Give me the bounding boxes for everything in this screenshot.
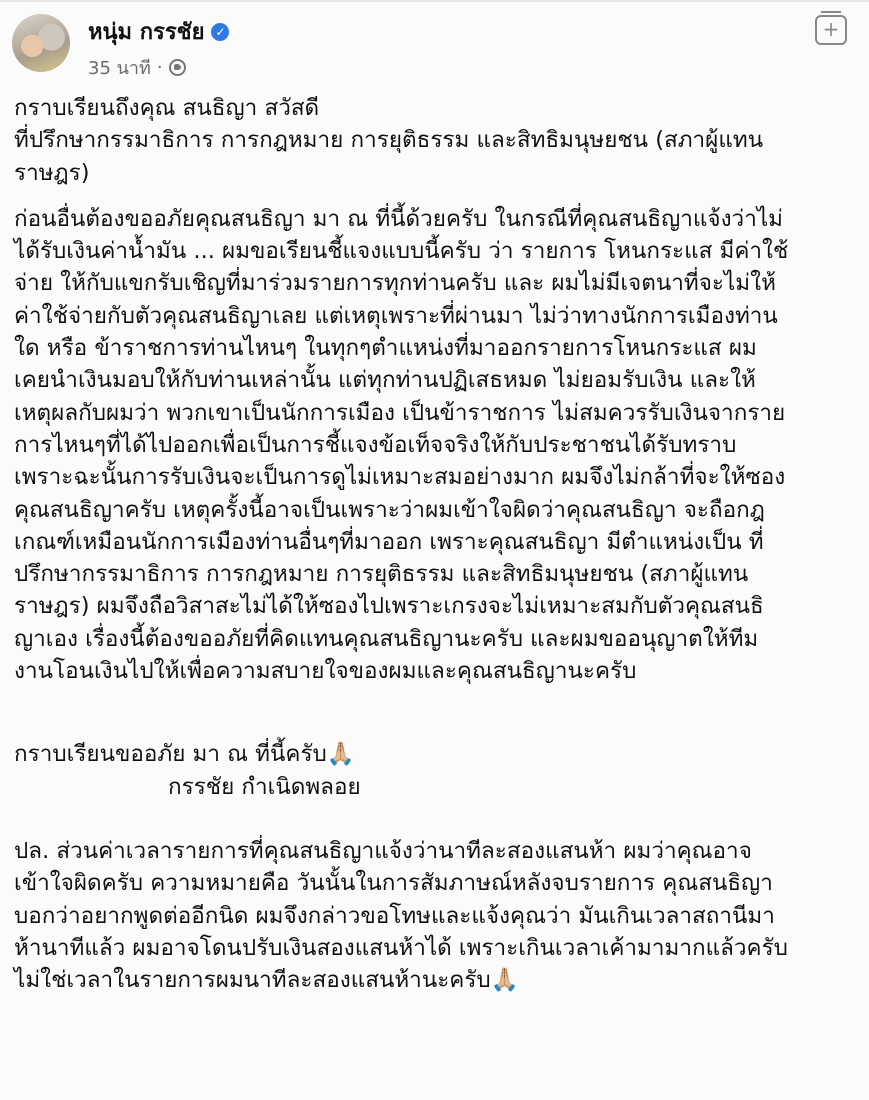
post-text-line: ปรึกษากรรมาธิการ การกฎหมาย การยุติธรรม และสิทธิมนุษยชน (สภาผู้แทน — [14, 561, 749, 588]
save-post-button[interactable] — [815, 15, 847, 45]
top-divider — [0, 0, 869, 2]
post-text-line: ราษฎร) ผมจึงถือวิสาสะไม่ได้ให้ซองไปเพราะเกรงจะไม่เหมาะสมกับตัวคุณสนธิ — [14, 593, 764, 620]
post-time[interactable]: 35 นาที — [88, 58, 151, 79]
post-text-line: ค่าใช้จ่ายกับตัวคุณสนธิญาเลย แต่เหตุเพราะที่ผ่านมา ไม่ว่าทางนักการเมืองท่าน — [14, 302, 778, 329]
avatar[interactable] — [12, 14, 70, 72]
post-text-line: คุณสนธิญาครับ เหตุครั้งนี้อาจเป็นเพราะว่าผมเข้าใจผิดว่าคุณสนธิญา จะถือกฎ — [14, 496, 765, 523]
post-text — [14, 92, 788, 996]
post-paragraph — [14, 835, 788, 996]
post-text-line: กรรชัย กำเนิดพลอย — [168, 773, 361, 800]
post-paragraph — [14, 92, 788, 189]
post-text-line: ราษฎร) — [14, 159, 90, 186]
post-text-line: เข้าใจผิดครับ ความหมายคือ วันนั้นในการสัมภาษณ์หลังจบรายการ คุณสนธิญา — [14, 870, 773, 897]
post-text-line: ไม่ใช่เวลาในรายการผมนาทีละสองแสนห้านะครับ🙏🏼 — [14, 967, 519, 994]
post-text-line: ก่อนอื่นต้องขออภัยคุณสนธิญา มา ณ ที่นี้ด้วยครับ ในกรณีที่คุณสนธิญาแจ้งว่าไม่ — [14, 205, 783, 232]
post-paragraph — [14, 203, 788, 687]
post-text-line: ที่ปรึกษากรรมาธิการ การกฎหมาย การยุติธรรม และสิทธิมนุษยชน (สภาผู้แทน — [14, 127, 764, 154]
post-text-line: เพราะฉะนั้นการรับเงินจะเป็นการดูไม่เหมาะสมอย่างมาก ผมจึงไม่กล้าที่จะให้ซอง — [14, 464, 786, 491]
post-text-line: กราบเรียนขออภัย มา ณ ที่นี้ครับ🙏🏼 — [14, 741, 355, 768]
post-paragraph — [14, 771, 788, 803]
post-meta — [88, 53, 186, 82]
plus-box-icon: + — [822, 17, 840, 41]
post-text-line: ได้รับเงินค่าน้ำมัน ... ผมขอเรียนชี้แจงแบบนี้ครับ ว่า รายการ โหนกระแส มีค่าใช้ — [14, 238, 789, 265]
post-text-line: เหตุผลกับผมว่า พวกเขาเป็นนักการเมือง เป็นข้าราชการ ไม่สมควรรับเงินจากราย — [14, 399, 786, 426]
post-text-line: เคยนำเงินมอบให้กับท่านเหล่านั้น แต่ทุกท่านปฏิเสธหมด ไม่ยอมรับเงิน และให้ — [14, 367, 756, 394]
post-text-line: ใด หรือ ข้าราชการท่านไหนๆ ในทุกๆตำแหน่งที่มาออกรายการโหนกระแส ผม — [14, 335, 757, 362]
post-text-line: ห้านาทีแล้ว ผมอาจโดนปรับเงินสองแสนห้าได้ เพราะเกินเวลาเค้ามามากแล้วครับ — [14, 934, 788, 961]
post-text-line: การไหนๆที่ได้ไปออกเพื่อเป็นการชี้แจงข้อเท็จจริงให้กับประชาชนได้รับทราบ — [14, 431, 737, 458]
post-text-line: ปล. ส่วนค่าเวลารายการที่คุณสนธิญาแจ้งว่านาทีละสองแสนห้า ผมว่าคุณอาจ — [14, 837, 752, 864]
author-row — [88, 14, 229, 49]
author-name[interactable]: หนุ่ม กรรชัย — [88, 20, 205, 45]
meta-separator: · — [156, 57, 163, 78]
verified-badge-icon: ✓ — [211, 23, 229, 41]
post-paragraph — [14, 738, 788, 770]
post-text-line: งานโอนเงินไปให้เพื่อความสบายใจของผมและคุณสนธิญานะครับ — [14, 658, 637, 685]
post-text-line: เกณฑ์เหมือนนักการเมืองท่านอื่นๆที่มาออก เพราะคุณสนธิญา มีตำแหน่งเป็น ที่ — [14, 528, 764, 555]
post-text-line: บอกว่าอยากพูดต่ออีกนิด ผมจึงกล่าวขอโทษและแจ้งคุณว่า มันเกินเวลาสถานีมา — [14, 902, 775, 929]
post-text-line: จ่าย ให้กับแขกรับเชิญที่มาร่วมรายการทุกท่านครับ และ ผมไม่มีเจตนาที่จะไม่ให้ — [14, 270, 776, 297]
globe-icon — [169, 59, 186, 76]
post-text-line: กราบเรียนถึงคุณ สนธิญา สวัสดี — [14, 95, 320, 121]
post-text-line: ญาเอง เรื่องนี้ต้องขออภัยที่คิดแทนคุณสนธิญานะครับ และผมขออนุญาตให้ทีม — [14, 625, 759, 652]
